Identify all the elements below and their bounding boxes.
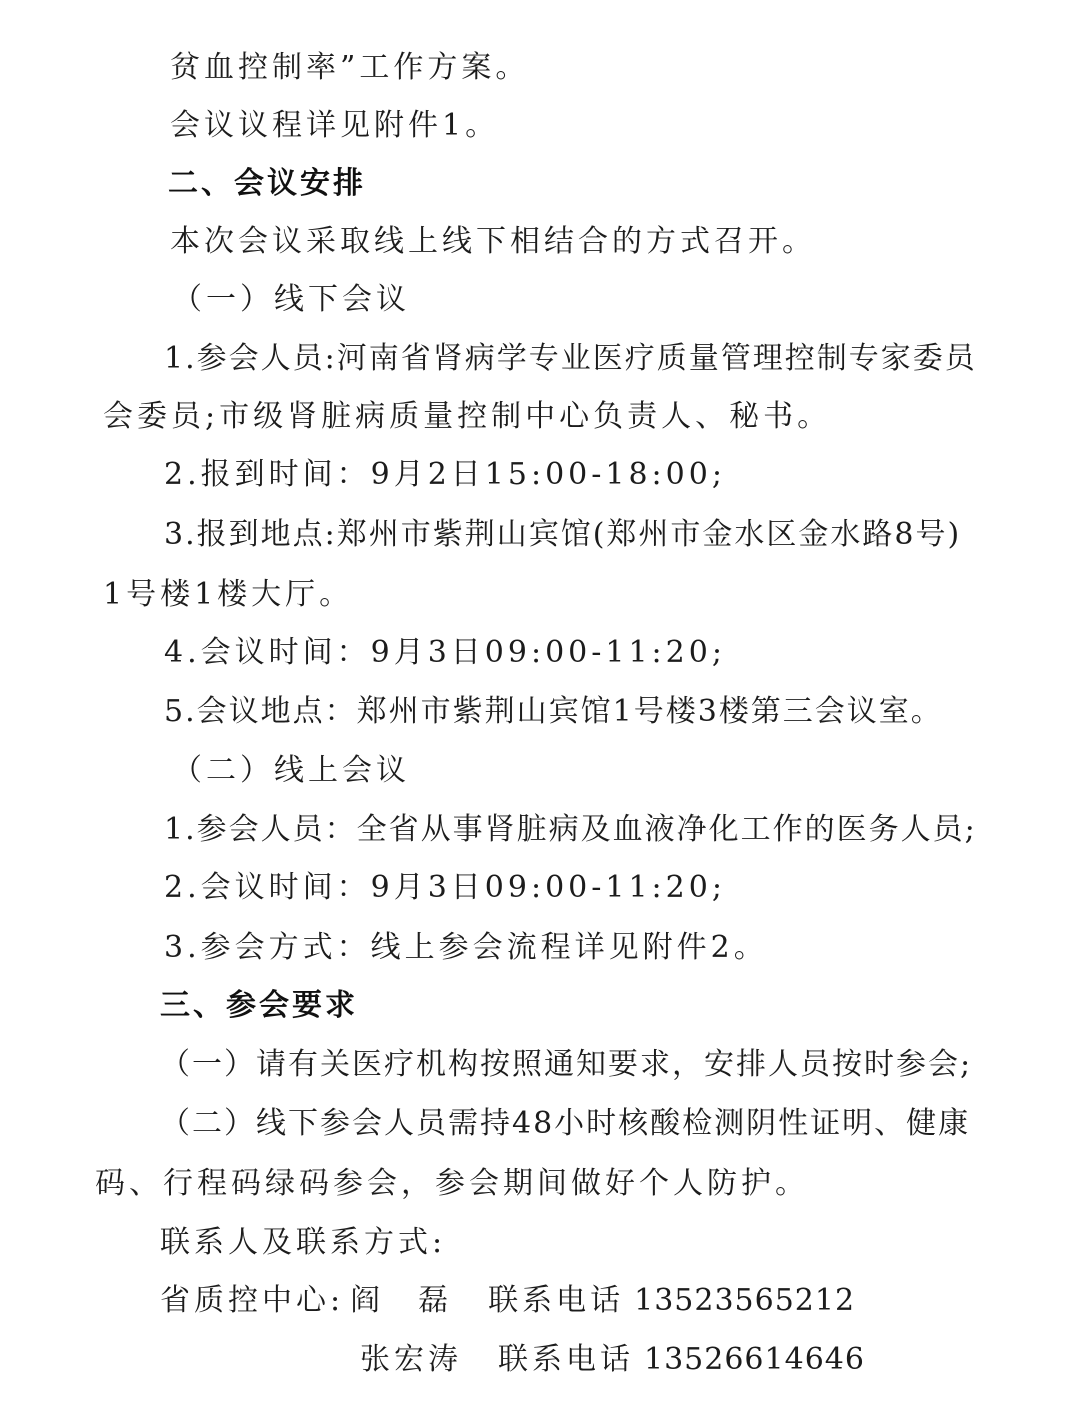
text-line: 2.报到时间：9月2日15:00-18:00; bbox=[164, 457, 726, 492]
contact-phone-label: 联系电话 bbox=[498, 1342, 634, 1377]
text-line: 3.参会方式：线上参会流程详见附件2。 bbox=[164, 930, 768, 965]
text-line: 1.参会人员:河南省肾病学专业医疗质量管理控制专家委员 bbox=[164, 341, 977, 376]
text-line: （一）请有关医疗机构按照通知要求，安排人员按时参会; bbox=[160, 1047, 973, 1082]
contact-phone-label: 联系电话 bbox=[488, 1283, 625, 1318]
text-line: 码、行程码绿码参会，参会期间做好个人防护。 bbox=[95, 1166, 809, 1201]
subsection-heading: （一）线下会议 bbox=[172, 282, 410, 317]
contact-row bbox=[360, 1340, 865, 1380]
contact-org: 省质控中心: bbox=[160, 1283, 345, 1318]
text-line: 贫血控制率”工作方案。 bbox=[170, 50, 530, 85]
text-line: 4.会议时间：9月3日09:00-11:20; bbox=[164, 635, 726, 670]
text-line: 1号楼1楼大厅。 bbox=[103, 577, 354, 612]
text-line: 1.参会人员：全省从事肾脏病及血液净化工作的医务人员; bbox=[164, 812, 977, 847]
subsection-heading: （二）线上会议 bbox=[172, 753, 410, 788]
text-line: 联系人及联系方式: bbox=[160, 1225, 447, 1260]
contact-name: 阎 磊 bbox=[350, 1283, 453, 1318]
contact-phone: 13523565212 bbox=[634, 1283, 856, 1318]
text-line: 3.报到地点:郑州市紫荆山宾馆(郑州市金水区金水路8号) bbox=[164, 517, 962, 552]
text-line: 5.会议地点：郑州市紫荆山宾馆1号楼3楼第三会议室。 bbox=[164, 694, 943, 729]
section-heading: 二、会议安排 bbox=[168, 166, 366, 201]
contact-phone: 13526614646 bbox=[644, 1342, 865, 1377]
text-line: 会议议程详见附件1。 bbox=[170, 108, 500, 143]
text-line: 会委员;市级肾脏病质量控制中心负责人、秘书。 bbox=[103, 399, 832, 434]
section-heading: 三、参会要求 bbox=[160, 988, 358, 1023]
text-line: （二）线下参会人员需持48小时核酸检测阴性证明、健康 bbox=[160, 1106, 971, 1141]
text-line: 本次会议采取线上线下相结合的方式召开。 bbox=[170, 224, 816, 259]
contact-row bbox=[160, 1281, 855, 1321]
contact-name: 张宏涛 bbox=[360, 1342, 462, 1377]
text-line: 2.会议时间：9月3日09:00-11:20; bbox=[164, 870, 726, 905]
